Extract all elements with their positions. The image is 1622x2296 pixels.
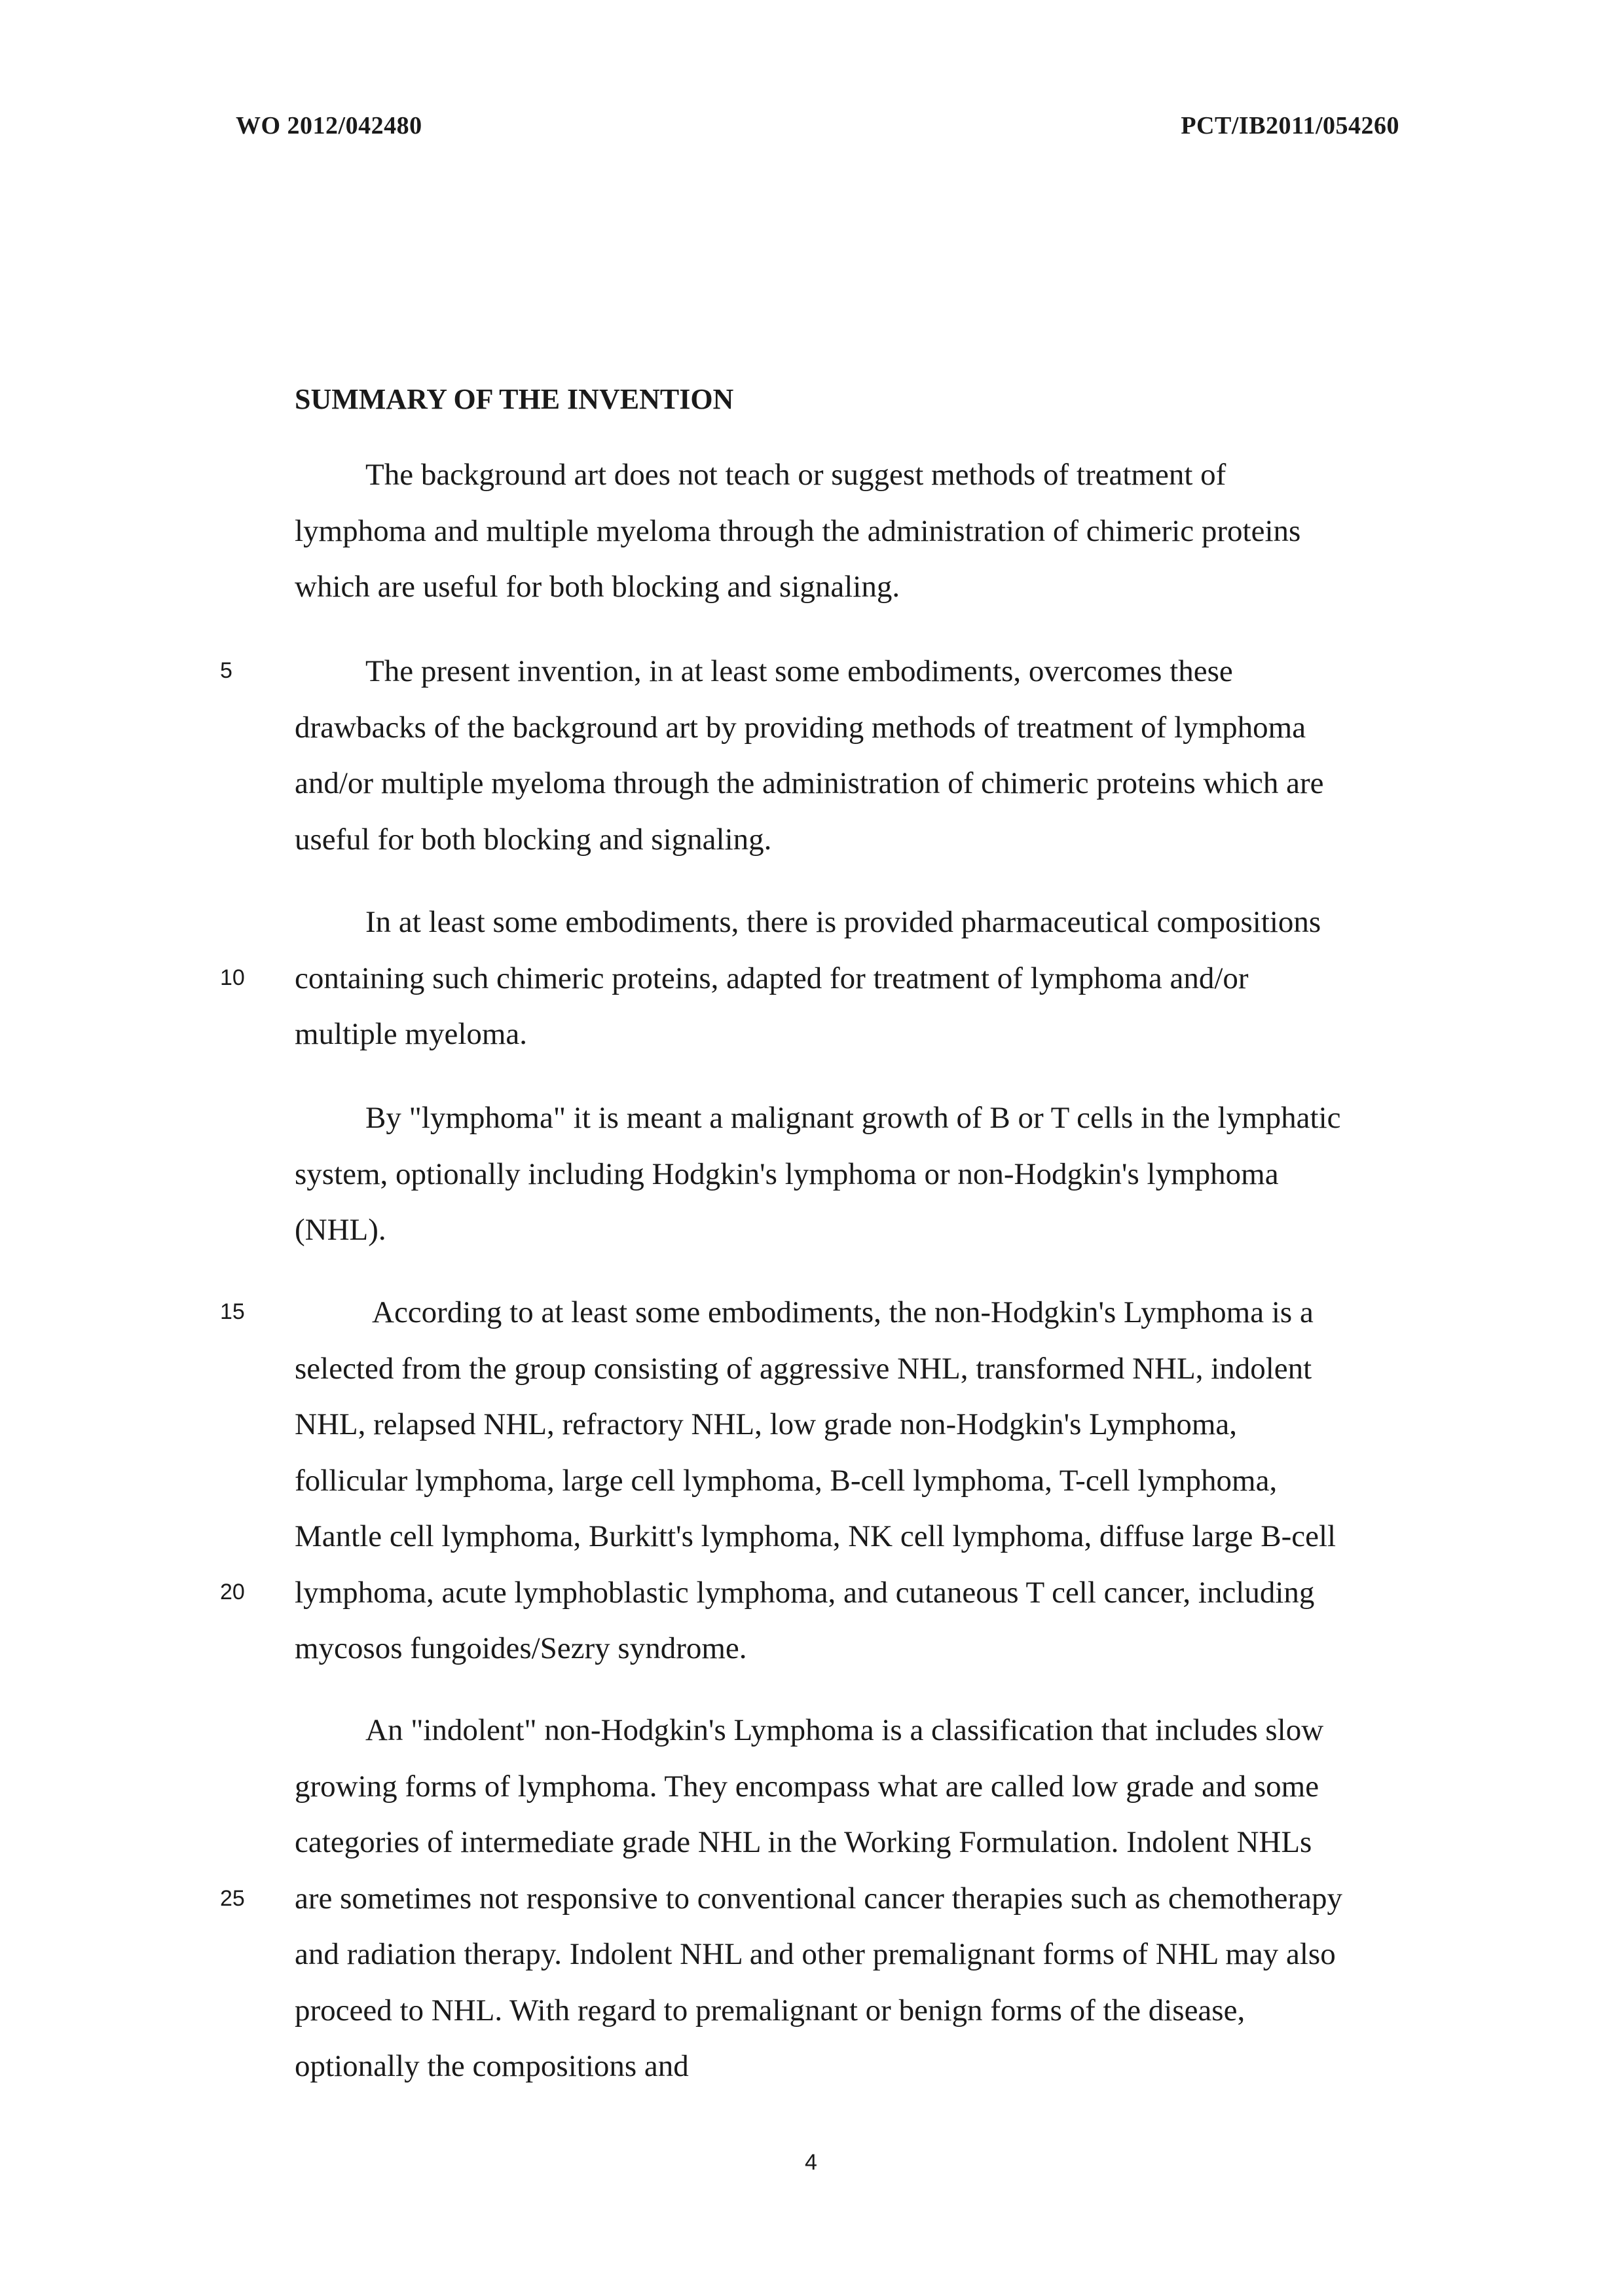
line-number: 5	[220, 658, 232, 683]
paragraph: An "indolent" non-Hodgkin's Lymphoma is a classification that includes slow growing forms of lymphoma. They encompass what are called low grade and some categories of intermediate grade NHL in the Working Formulation. Indolent NHLs are sometimes not responsive to conventional cancer therapies such as chemotherapy and radiation therapy. Indolent NHL and other premalignant forms of NHL may also proceed to NHL. With regard to premalignant or benign forms of the disease, optionally the compositions and	[295, 1713, 1343, 2083]
section-heading: SUMMARY OF THE INVENTION	[295, 383, 734, 415]
line-number: 15	[220, 1299, 245, 1324]
line-number: 20	[220, 1580, 245, 1604]
paragraph: The background art does not teach or suggest methods of treatment of lymphoma and multiple myeloma through the administration of chimeric proteins which are useful for both blocking and signaling.	[295, 458, 1301, 604]
line-number: 10	[220, 965, 245, 990]
paragraph: According to at least some embodiments, the non-Hodgkin's Lymphoma is a selected from the group consisting of aggressive NHL, transformed NHL, indolent NHL, relapsed NHL, refractory NHL, low grade non-Hodgkin's Lymphoma, follicular lymphoma, large cell lymphoma, B-cell lymphoma, T-cell lymphoma, Mantle cell lymphoma, Burkitt's lymphoma, NK cell lymphoma, diffuse large B-cell lymphoma, acute lymphoblastic lymphoma, and cutaneous T cell cancer, including mycosos fungoides/Sezry syndrome.	[295, 1295, 1336, 1665]
application-number: PCT/IB2011/054260	[1181, 112, 1399, 139]
line-number: 25	[220, 1886, 245, 1911]
publication-number: WO 2012/042480	[236, 112, 422, 139]
paragraph: By "lymphoma" it is meant a malignant growth of B or T cells in the lymphatic system, optionally including Hodgkin's lymphoma or non-Hodgkin's lymphoma (NHL).	[295, 1101, 1341, 1247]
paragraph: The present invention, in at least some embodiments, overcomes these drawbacks of the background art by providing methods of treatment of lymphoma and/or multiple myeloma through the administration of chimeric proteins which are useful for both blocking and signaling.	[295, 654, 1324, 857]
paragraph: In at least some embodiments, there is provided pharmaceutical compositions containing such chimeric proteins, adapted for treatment of lymphoma and/or multiple myeloma.	[295, 905, 1321, 1051]
page-number: 4	[805, 2150, 817, 2175]
